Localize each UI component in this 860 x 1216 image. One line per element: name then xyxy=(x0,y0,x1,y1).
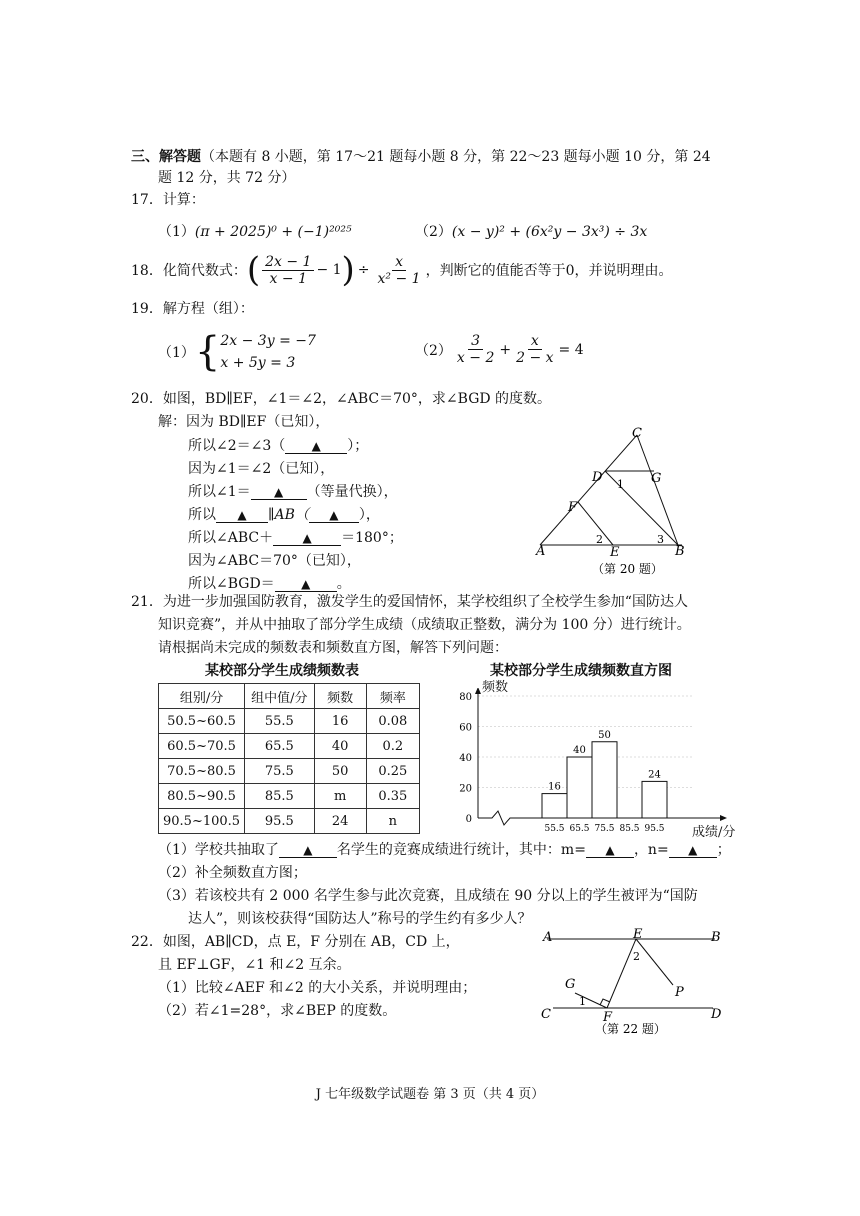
label-D: D xyxy=(592,470,603,485)
table-row xyxy=(159,734,420,759)
label-A: A xyxy=(536,544,546,559)
section-note-1: （本题有 8 小题，第 17～21 题每小题 8 分，第 22～23 题每小题 10 分，第 24 xyxy=(201,149,711,165)
q19-brace: { xyxy=(194,329,221,375)
q17-p2-expr: (x − y)² + (6x²y − 3x³) ÷ 3x xyxy=(451,224,648,240)
table-cell: n xyxy=(366,809,419,834)
q20-caption: （第 20 题） xyxy=(592,562,663,576)
table-cell: 75.5 xyxy=(245,759,315,784)
q20-l8 xyxy=(188,573,351,593)
q19-system xyxy=(220,330,316,374)
table-row xyxy=(159,709,420,734)
q17-number: 17．计算： xyxy=(131,192,205,208)
q18-frac2 xyxy=(375,254,424,287)
q20-stem: 20．如图，BD∥EF，∠1＝∠2，∠ABC＝70°，求∠BGD 的度数。 xyxy=(131,391,552,407)
q21-s1b: 名学生的竞赛成绩进行统计，其中：m= xyxy=(336,842,586,858)
q20-blank-1[interactable]: ▲ xyxy=(285,439,347,454)
table-cell: 90.5~100.5 xyxy=(159,809,245,834)
q18-div: ÷ xyxy=(357,262,370,278)
table-header: 频数 xyxy=(314,684,366,709)
q18-frac1-num: 2x − 1 xyxy=(262,254,314,271)
table-cell: 95.5 xyxy=(245,809,315,834)
table-title: 某校部分学生成绩频数表 xyxy=(205,663,359,679)
q18-frac1 xyxy=(262,254,314,287)
section-note-2: 题 12 分，共 72 分） xyxy=(158,170,296,186)
table-cell: 65.5 xyxy=(245,734,315,759)
table-cell: 16 xyxy=(314,709,366,734)
histogram-bar xyxy=(542,794,567,818)
y-tick-label: 60 xyxy=(459,722,472,734)
chart-ylabel: 频数 xyxy=(482,680,509,695)
table-cell: m xyxy=(314,784,366,809)
q20-l6a: 所以∠ABC＋ xyxy=(188,530,274,546)
q21-s1a: （1）学校共抽取了 xyxy=(158,842,279,858)
y-tick-label: 0 xyxy=(465,814,472,825)
label-G: G xyxy=(651,471,662,486)
section-title: 三、解答题 xyxy=(131,149,201,165)
x-tick-label: 85.5 xyxy=(619,824,640,834)
q20-l8a: 所以∠BGD＝ xyxy=(188,576,275,592)
q19-eq1: 2x − 3y = −7 xyxy=(220,333,316,349)
q18-number: 18．化简代数式： xyxy=(131,263,247,279)
chart-title: 某校部分学生成绩频数直方图 xyxy=(490,663,672,679)
q20-l1: 解：因为 BD∥EF（已知）， xyxy=(158,414,330,430)
bar-data-label: 50 xyxy=(598,729,611,741)
angle-1-label: 1 xyxy=(617,478,624,491)
bar-data-label: 16 xyxy=(548,781,561,793)
x-tick-label: 65.5 xyxy=(569,824,590,834)
q21-s1 xyxy=(158,839,731,859)
q20-blank-3[interactable]: ▲ xyxy=(216,508,268,523)
q19-part1 xyxy=(158,330,316,374)
q19-f1-num: 3 xyxy=(468,333,483,350)
q20-blank-6[interactable]: ▲ xyxy=(275,577,337,592)
q22-caption: （第 22 题） xyxy=(595,1022,666,1036)
q19-p2-label: （2） xyxy=(415,342,452,359)
q18-frac2-den: x² − 1 xyxy=(377,270,421,287)
q19-f2-den: 2 − x xyxy=(516,350,554,366)
q20-l8b: 。 xyxy=(336,576,351,592)
line-DB xyxy=(605,471,678,545)
q20-l5b: ∥AB（ xyxy=(268,507,309,523)
q20-blank-5[interactable]: ▲ xyxy=(273,531,341,546)
q20-l7: 因为∠ABC＝70°（已知）， xyxy=(188,553,361,569)
q19-eq2: x + 5y = 3 xyxy=(220,355,296,371)
q21-line2: 知识竞赛”，并从中抽取了部分学生成绩（成绩取正整数，满分为 100 分）进行统计。 xyxy=(158,617,691,633)
q19-f2 xyxy=(513,333,556,366)
label-D: D xyxy=(711,1007,722,1022)
q21-line1: 21．为进一步加强国防教育，激发学生的爱国情怀，某学校组织了全校学生参加“国防达人 xyxy=(131,594,688,610)
table-cell: 50.5~60.5 xyxy=(159,709,245,734)
table-cell: 50 xyxy=(314,759,366,784)
table-header: 组别/分 xyxy=(159,684,245,709)
line-CB xyxy=(637,435,678,545)
q18-frac1-den: x − 1 xyxy=(269,270,307,287)
y-axis-arrow xyxy=(475,688,481,694)
angle-2-label: 2 xyxy=(596,533,603,546)
table-cell: 40 xyxy=(314,734,366,759)
q18-minus-one: − 1 xyxy=(316,262,342,278)
table-cell: 70.5~80.5 xyxy=(159,759,245,784)
y-tick-label: 40 xyxy=(459,753,472,764)
q18 xyxy=(131,250,673,290)
line-EP xyxy=(636,939,673,985)
bar-data-label: 24 xyxy=(648,769,661,781)
table-cell: 0.35 xyxy=(366,784,419,809)
table-header: 组中值/分 xyxy=(245,684,315,709)
angle-2-label: 2 xyxy=(633,950,640,963)
histogram-bar xyxy=(567,757,592,818)
table-row xyxy=(159,784,420,809)
q20-l2b: ）； xyxy=(347,438,369,454)
label-C: C xyxy=(541,1007,551,1022)
angle-3-label: 3 xyxy=(657,533,664,546)
q22-line2: 且 EF⊥GF，∠1 和∠2 互余。 xyxy=(158,957,351,973)
q19-f1-den: x − 2 xyxy=(456,350,495,366)
line-EF xyxy=(607,939,636,1008)
q17-p1-expr: (π + 2025)⁰ + (−1)²⁰²⁵ xyxy=(194,224,352,240)
q22-s2: （2）若∠1=28°，求∠BEP 的度数。 xyxy=(158,1003,397,1019)
chart-xlabel: 成绩/分 xyxy=(692,825,736,840)
q22-s1: （1）比较∠AEF 和∠2 的大小关系，并说明理由； xyxy=(158,980,477,996)
q20-l5 xyxy=(188,504,380,524)
q20-l4a: 所以∠1＝ xyxy=(188,484,251,500)
table-cell: 0.25 xyxy=(366,759,419,784)
q21-s2: （2）补全频数直方图； xyxy=(158,865,307,881)
q19-f1 xyxy=(454,333,497,366)
page-footer: J 七年级数学试题卷 第 3 页（共 4 页） xyxy=(315,1087,545,1102)
q22-figure xyxy=(535,925,735,1040)
q20-l3: 因为∠1＝∠2（已知）， xyxy=(188,461,335,477)
table-cell: 0.2 xyxy=(366,734,419,759)
q18-tail: ，判断它的值能否等于0，并说明理由。 xyxy=(425,263,673,279)
q17-part1 xyxy=(158,221,352,241)
q21-s3b: 达人”，则该校获得“国防达人”称号的学生约有多少人？ xyxy=(188,911,532,927)
label-F: F xyxy=(603,1010,613,1025)
q20-l2a: 所以∠2＝∠3（ xyxy=(188,438,286,454)
label-F: F xyxy=(568,500,578,515)
q21-s1d: ； xyxy=(716,842,731,858)
q21-blank-3[interactable]: ▲ xyxy=(669,843,717,858)
q20-figure-lines xyxy=(540,435,682,545)
angle-1-label: 1 xyxy=(579,995,586,1008)
table-cell: 55.5 xyxy=(245,709,315,734)
x-tick-label: 95.5 xyxy=(644,824,665,834)
bar-data-label: 40 xyxy=(573,745,586,756)
q19-plus: + xyxy=(499,341,512,358)
q20-blank-2[interactable]: ▲ xyxy=(251,485,307,500)
x-tick-label: 75.5 xyxy=(594,824,615,834)
q18-close-paren: ) xyxy=(341,250,355,290)
q20-l5a: 所以 xyxy=(188,507,216,523)
table-cell: 60.5~70.5 xyxy=(159,734,245,759)
q20-l4 xyxy=(188,481,398,501)
label-B: B xyxy=(711,930,721,945)
label-E: E xyxy=(633,927,643,942)
q20-l5c: ）， xyxy=(358,507,380,523)
q22-figure-lines xyxy=(547,939,715,1008)
y-tick-label: 80 xyxy=(459,692,472,703)
table-header-row xyxy=(159,684,420,709)
label-P: P xyxy=(675,985,684,1000)
q19-p1-label: （1） xyxy=(158,345,195,361)
q22-line1: 22．如图，AB∥CD，点 E，F 分别在 AB，CD 上， xyxy=(131,934,460,950)
table-cell: 85.5 xyxy=(245,784,315,809)
q21-line3: 请根据尚未完成的频数表和频数直方图，解答下列问题： xyxy=(158,640,508,656)
q19-part2 xyxy=(415,333,584,366)
section-heading xyxy=(131,146,711,166)
histogram-bar xyxy=(642,781,667,818)
q20-l2 xyxy=(188,435,368,455)
q17-p2-label: （2） xyxy=(415,224,452,240)
table-cell: 24 xyxy=(314,809,366,834)
x-tick-label: 55.5 xyxy=(544,824,565,834)
q20-figure xyxy=(530,425,700,580)
q20-l6 xyxy=(188,527,403,547)
q19-number: 19．解方程（组）： xyxy=(131,301,254,317)
q17-part2 xyxy=(415,221,647,241)
label-E: E xyxy=(610,545,620,560)
q19-rhs: = 4 xyxy=(558,341,584,358)
q21-s3a: （3）若该校共有 2 000 名学生参与此次竞赛，且成绩在 90 分以上的学生被评为“国防 xyxy=(158,888,698,904)
q21-blank-1[interactable]: ▲ xyxy=(279,843,337,858)
label-A: A xyxy=(543,930,553,945)
q19-f2-num: x xyxy=(528,333,542,350)
histogram-bar xyxy=(592,742,617,818)
table-cell: 0.08 xyxy=(366,709,419,734)
frequency-table xyxy=(158,683,420,834)
q20-l6b: ＝180°； xyxy=(341,530,403,546)
q21-s1c: ，n= xyxy=(633,842,669,858)
table-header: 频率 xyxy=(366,684,419,709)
q20-blank-4[interactable]: ▲ xyxy=(309,508,359,523)
y-tick-label: 20 xyxy=(459,783,472,795)
label-G: G xyxy=(565,977,576,992)
label-B: B xyxy=(675,544,685,559)
label-C: C xyxy=(632,426,642,441)
table-row xyxy=(159,759,420,784)
q18-frac2-num: x xyxy=(392,254,406,271)
q18-open-paren: ( xyxy=(246,250,261,290)
q17-p1-label: （1） xyxy=(158,224,195,240)
frequency-histogram xyxy=(450,688,750,838)
table-row xyxy=(159,809,420,834)
q21-blank-2[interactable]: ▲ xyxy=(586,843,634,858)
table-cell: 80.5~90.5 xyxy=(159,784,245,809)
q20-l4b: （等量代换）， xyxy=(306,484,398,500)
